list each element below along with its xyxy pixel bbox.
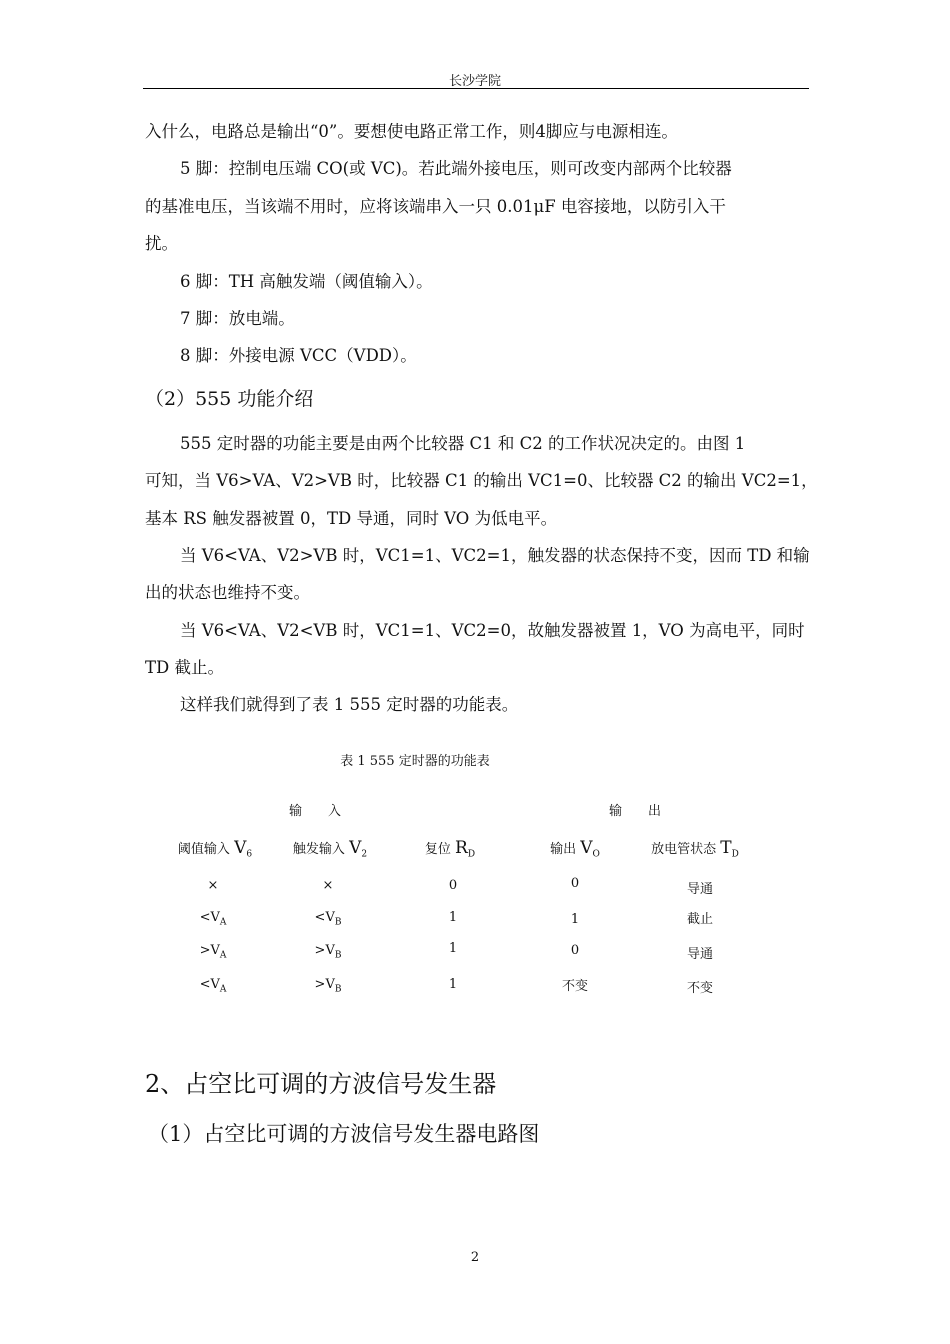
paragraph-line: 出的状态也维持不变。 — [145, 583, 310, 602]
table-cell: 截止 — [686, 912, 713, 927]
subsection-title: （1）占空比可调的方波信号发生器电路图 — [148, 1122, 540, 1146]
paragraph-line: 6 脚：TH 高触发端（阈值输入）。 — [180, 272, 433, 291]
paragraph-line: 入什么，电路总是输出“0”。要想使电路正常工作，则4脚应与电源相连。 — [145, 122, 678, 141]
section-title: 2、占空比可调的方波信号发生器 — [145, 1070, 497, 1098]
table-cell: 1 — [448, 910, 458, 925]
table-header-reset: 复位 $R_D$ — [424, 838, 476, 860]
table-cell: $>V_B$ — [314, 943, 342, 961]
paragraph-line: 的基准电压，当该端不用时，应将该端串入一只 0.01μF 电容接地，以防引入干 — [145, 197, 726, 216]
table-header-threshold: 阈值输入 $V_6$ — [177, 838, 253, 860]
subsection-heading: （2）555 功能介绍 — [145, 388, 314, 410]
paragraph-line: 可知，当 V6>VA、V2>VB 时，比较器 C1 的输出 VC1=0、比较器 C2 的输出 VC2=1， — [145, 471, 818, 490]
table-cell: 0 — [448, 878, 458, 893]
table-cell: 导通 — [686, 947, 713, 962]
paragraph-line: 555 定时器的功能主要是由两个比较器 C1 和 C2 的工作状况决定的。由图 1 — [180, 434, 746, 453]
paragraph-line: 扰。 — [145, 234, 178, 253]
paragraph-line: 当 V6<VA、V2<VB 时，VC1=1、VC2=0，故触发器被置 1，VO 为高电平，同时 — [180, 621, 805, 640]
table-header-output: 输出 $V_O$ — [550, 838, 600, 860]
paragraph-line: 8 脚：外接电源 VCC（VDD）。 — [180, 346, 417, 365]
paragraph-line: 7 脚：放电端。 — [180, 309, 295, 328]
paragraph-line: 基本 RS 触发器被置 0，TD 导通，同时 VO 为低电平。 — [145, 509, 558, 528]
table-cell: $<V_A$ — [199, 977, 227, 995]
table-cell: × — [207, 878, 219, 893]
header-divider — [143, 88, 809, 89]
table-caption: 表 1 555 定时器的功能表 — [340, 754, 490, 769]
table-cell: 0 — [570, 876, 580, 891]
table-cell: 1 — [448, 941, 458, 956]
paragraph-line: 5 脚：控制电压端 CO(或 VC)。若此端外接电压，则可改变内部两个比较器 — [180, 159, 732, 178]
table-cell: 1 — [448, 977, 458, 992]
paragraph-line: 这样我们就得到了表 1 555 定时器的功能表。 — [180, 695, 519, 714]
table-cell: $>V_B$ — [314, 977, 342, 995]
table-cell: 不变 — [561, 979, 588, 994]
table-cell: 0 — [570, 943, 580, 958]
table-cell: $<V_A$ — [199, 910, 227, 928]
table-header-discharge: 放电管状态 $T_D$ — [651, 838, 739, 860]
table-cell: 导通 — [686, 882, 713, 897]
table-cell: 1 — [570, 912, 580, 927]
page-number: 2 — [470, 1250, 480, 1265]
table-cell: $<V_B$ — [314, 910, 342, 928]
table-group-input: 输 入 — [288, 804, 341, 819]
table-cell: 不变 — [686, 981, 713, 996]
page-header-title: 长沙学院 — [448, 74, 501, 89]
table-group-output: 输 出 — [608, 804, 661, 819]
table-header-trigger: 触发输入 $V_2$ — [292, 838, 368, 860]
paragraph-line: TD 截止。 — [145, 658, 224, 677]
table-cell: × — [322, 878, 334, 893]
paragraph-line: 当 V6<VA、V2>VB 时，VC1=1、VC2=1，触发器的状态保持不变，因而 TD 和输 — [180, 546, 810, 565]
table-cell: $>V_A$ — [199, 943, 227, 961]
